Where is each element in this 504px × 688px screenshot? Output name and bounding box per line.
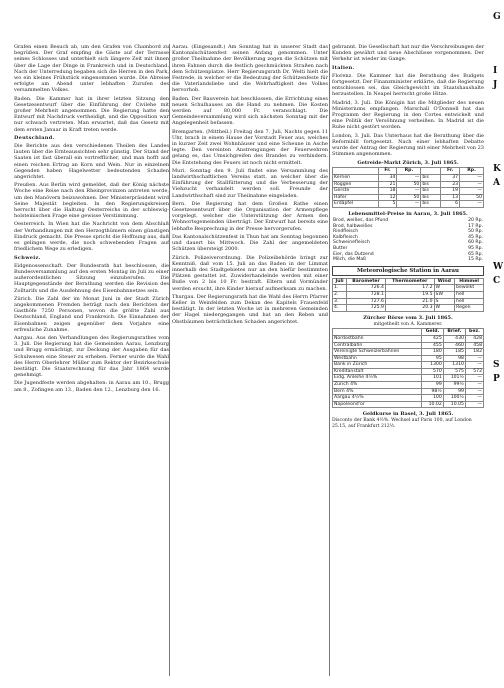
table-cell: Gerste [333,188,379,195]
table-cell: — [397,175,421,182]
table-cell: Schweinefleisch [333,240,370,246]
table-cell: 458 [465,342,483,349]
table-cell: Zürich 4% [333,382,422,389]
table-cell: 182 [465,349,483,356]
article-paragraph: Baden. Die Kammer hat in ihrer letzten Sitzung den Gesetzesentwurf über die Einführung der Civilehe mit großer Mehrheit angenommen. Die Regierung hatte den Entwurf mit Nachdruck vertheidigt, und die Opposition war nur schwach vertreten. Man erwartet, daß das Gesetz mit dem ersten Januar in Kraft treten werde. [14,95,169,133]
table-cell: Bern 4% [333,388,422,395]
table-cell: 34 [378,175,397,182]
section-heading: Deutschland. [14,134,55,141]
table-cell: 455 [422,342,444,349]
article-paragraph: Eidgenossenschaft. Der Bundesrath hat beschlossen, die Bundesversammlung auf den ersten Montag im Juli zu einer außerordentlichen Sitzung einzuberufen. Die Hauptgegenstände der Berathung werden die Revision des Zolltarifs und die Ausdehnung des Eisenbahnnetzes sein. [14,262,169,294]
table-cell: W [434,305,455,312]
table-cell: — [465,355,483,362]
table-cell: 428 [465,335,483,342]
table-cell: 726.4 [347,285,386,292]
edge-letter: P [493,374,500,384]
table-cell: 6 [441,201,460,208]
table-cell: 19.5 [385,291,434,298]
note-title: Geldkurse in Basel, 3. Juli 1865. [362,411,454,418]
table-row [333,382,484,389]
table-cell: 60 Rp. [468,240,483,246]
market-header: Rp. [460,168,484,175]
table-cell: 50 Rp. [468,229,483,235]
table-row [333,368,484,375]
table-cell: bis [421,188,441,195]
table-cell: Vereinigte Schweizerbahnen [333,349,422,356]
table-cell: Erdäpfel [333,201,379,208]
weather-header: Thermometer [385,278,434,285]
table-cell: — [460,201,484,208]
article-paragraph: Grafen einen Besuch ab, um den Grafen von Chambord zu begrüßen. Der Graf empfing die Gäste auf der Terrasse seines Schlosses und unterhielt sich längere Zeit mit ihnen über die Lage der Dinge in Frankreich und in Deutschland. Nach der Unterredung begaben sich die Herren in den Park, wo ein kleines Frühstück eingenommen wurde. Die Abreise erfolgte am Abend unter lebhaften Zurufen des versammelten Volkes. [14,44,169,94]
table-cell: 13 [441,194,460,201]
market-table [332,167,484,208]
column-right [332,44,484,678]
table-cell: 98 [443,355,465,362]
table-cell: bis [421,194,441,201]
table-cell: 1310 [443,362,465,369]
table-cell: Kalbfleisch [333,234,358,240]
column-divider [169,44,170,676]
table-cell: 728.1 [347,291,386,298]
table-cell: 1300 [422,362,444,369]
column-divider [329,44,330,676]
table-cell: Brod, weißes, das Pfund [333,218,389,224]
table-row [333,194,484,201]
table-cell: Roggen [333,181,379,188]
table-cell: Westbahn [333,355,422,362]
article-paragraph: Die Jugendfeste werden abgehalten: in Aarau am 10., Brugg am 8., Zofingen am 13., Baden den 12., Lenzburg den 16. [14,380,169,393]
table-row [333,285,484,292]
lebensmittel-title: Lebensmittel-Preise in Aarau, 3. Juli 1865. [348,211,468,218]
weather-table [332,278,484,312]
market-title: Getreide-Markt Zürich, 3. Juli 1865. [357,160,459,167]
edge-letter: W [493,262,504,272]
table-cell: S [434,298,455,305]
table-cell: Regen [455,305,484,312]
column-left [14,44,169,678]
table-row [333,175,484,182]
edge-letter: J [493,80,498,90]
table-row [333,401,484,408]
table-cell: Kreditanstalt [333,368,422,375]
article-paragraph: Bern. Die Regierung hat dem Großen Rathe einen Gesetzesentwurf über die Organisation der Armenpflege vorgelegt, welcher die Unterstützung der Armen den Wohnortsgemeinden überträgt. Der Entwurf hat bereits eine lebhafte Besprechung in der Presse hervorgerufen. [172,200,328,232]
table-cell: Butter [333,245,348,251]
table-cell: 65 Rp. [468,251,483,257]
article-paragraph: Preußen. Aus Berlin wird gemeldet, daß der König nächste Woche eine Reise nach den Rheinprovinzen antreten werde, um den Manövern beizuwohnen. Der Ministerpräsident wird Seine Majestät begleiten. In den Regierungskreisen herrscht über die Haltung Oesterreichs in der schleswig-holsteinischen Frage eine gewisse Verstimmung. [14,182,169,220]
table-cell: 10.05 [443,401,465,408]
table-cell: 100 [422,395,444,402]
article-paragraph: Muri. Sonntag den 9. Juli findet eine Versammlung des landwirthschaftlichen Vereins statt, an welcher über die Einführung der Stallfütterung und die Verbesserung der Viehzucht verhandelt werden soll. Freunde der Landwirthschaft sind zur Theilnahme eingeladen. [172,167,328,199]
table-cell: — [397,201,421,208]
article-paragraph: Bremgarten. (Mittheil.) Freitag den 7. Juli, Nachts gegen 11 Uhr, brach in einem Hause der Vorstadt Feuer aus, welches in kurzer Zeit zwei Wohnhäuser und eine Scheune in Asche legte. Den vereinten Anstrengungen der Feuerwehren gelang es, das Umsichgreifen des Brandes zu verhindern. Die Entstehung des Feuers ist noch nicht ermittelt. [172,128,328,166]
table-cell: Bank in Zürich [333,362,422,369]
table-cell: 20 Rp. [468,218,483,224]
table-cell: 1. [333,285,347,292]
table-cell: 19 [441,188,460,195]
adjacent-page-edge [490,0,504,688]
table-row [333,362,484,369]
table-cell: — [397,188,421,195]
table-row [333,291,484,298]
table-cell: 101 [422,375,444,382]
article-paragraph: London, 3. Juli. Das Unterhaus hat die Berathung über die Reformbill fortgesetzt. Nach einer lebhaften Debatte wurde der Antrag der Regierung mit einer Mehrheit von 23 Stimmen angenommen. [332,132,484,158]
table-cell: SW [434,291,455,298]
market-header [333,168,379,175]
table-cell: Aargau 4½% [333,395,422,402]
table-row [333,375,484,382]
boerse-header: Brief. [443,329,465,336]
table-cell: bis [421,181,441,188]
article-paragraph: Florenz. Die Kammer hat die Berathung des Budgets fortgesetzt. Der Finanzminister erklärte, daß die Regierung entschlossen sei, das Gleichgewicht im Staatshaushalte herzustellen. In Neapel herrscht große Hitze. [332,72,484,98]
table-cell: 99½ [443,382,465,389]
table-cell: 23 [441,181,460,188]
edge-letter: C [493,276,501,286]
boerse-subtitle: mitgetheilt von A. Kammerer. [373,321,443,327]
table-cell: — [460,188,484,195]
table-cell: Napoleond'or [333,401,422,408]
article-paragraph: Die Berichte aus den verschiedenen Theilen des Landes lauten über die Ernteaussichten sehr günstig. Der Stand der Saaten ist fast überall ein vortrefflicher, und man hofft auf einen reichen Ertrag an Korn und Wein. Nur in einzelnen Gegenden haben Hagelwetter bedeutenden Schaden angerichtet. [14,143,169,181]
table-row [333,342,484,349]
article-paragraph: Thurgau. Der Regierungsrath hat die Wahl des Herrn Pfarrer Keller in Weinfelden zum Dekan des Kapitels Frauenfeld bestätigt. In der letzten Woche ist in mehreren Gemeinden der Hagel niedergegangen und hat an den Reben und Obstbäumen beträchtlichen Schaden angerichtet. [172,293,328,325]
market-header: Fr. [441,168,460,175]
table-cell: — [465,382,483,389]
table-row [333,201,484,208]
table-cell: hell [455,291,484,298]
table-cell: 18 [378,188,397,195]
article-paragraph: Oesterreich. In Wien hat die Nachricht von dem Abschluß der Verhandlungen mit den Herzogthümern einen günstigen Eindruck gemacht. Die Presse spricht die Hoffnung aus, daß es gelingen werde, die noch schwebenden Fragen auf friedlichem Wege zu erledigen. [14,221,169,253]
boerse-title: Zürcher Börse vom 3. Juli 1865. [363,314,453,321]
table-row [333,305,484,312]
boerse-header: bez. [465,329,483,336]
weather-title: Meteorologische Station in Aarau [332,266,484,276]
table-cell: 95 [422,355,444,362]
table-cell: bis [421,201,441,208]
table-cell: 17.2 [385,285,434,292]
table-cell: — [465,395,483,402]
table-cell: 570 [422,368,444,375]
table-cell: — [460,175,484,182]
edge-letter: A [493,178,500,188]
table-cell: 101½ [443,375,465,382]
table-cell: W [434,285,455,292]
article-paragraph: Zürich. Die Zahl der im Monat Juni in der Stadt Zürich angekommenen Fremden beträgt nach den Berichten der Gasthöfe 7250 Personen, wovon die größte Zahl aus Deutschland, England und Frankreich. Die Einnahmen der Eisenbahnen zeigen gegenüber dem Vorjahre eine erfreuliche Zunahme. [14,295,169,333]
table-cell: Rindfleisch [333,229,359,235]
table-cell: 50 [397,181,421,188]
note-text: Disconto der Bank 4½%. Wechsel auf Paris 100, auf London 25.15, auf Frankfurt 212½. [332,418,472,430]
edge-letter: I [493,66,498,76]
table-row [333,335,484,342]
table-cell: 98½ [422,388,444,395]
table-cell: 12 [378,194,397,201]
table-cell: 727.6 [347,298,386,305]
table-row [333,349,484,356]
table-cell: 3. [333,298,347,305]
table-cell: 99 [422,382,444,389]
market-header [421,168,441,175]
table-cell: Eidg. Anleihe 4½% [333,375,422,382]
boerse-header [333,329,422,336]
weather-header: Juli [333,278,347,285]
table-cell: 17 Rp. [468,223,483,229]
table-cell: 180 [422,349,444,356]
table-cell: 185 [443,349,465,356]
column-middle [172,44,328,678]
table-cell: — [465,375,483,382]
table-cell: Nordostbahn [333,335,422,342]
table-cell: — [465,362,483,369]
edge-letter: G [493,12,501,22]
section-heading: Italien. [332,64,355,71]
table-cell: 21.0 [385,298,434,305]
article-paragraph: gebrannt. Die Gesellschaft hat nur die Verschreibungen der Kunden gewährt und neue Abschlüsse vorgenommen. Der Verkehr ist wieder im Gange. [332,44,484,63]
table-cell: 50 [397,194,421,201]
table-cell: 10.02 [422,401,444,408]
table-cell: Eier, das Dutzend [333,251,374,257]
table-cell: Kernen [333,175,379,182]
table-cell: 15 Rp. [468,257,483,263]
table-cell: 725.9 [347,305,386,312]
table-row [332,257,484,263]
table-cell: 4. [333,305,347,312]
table-row [333,188,484,195]
edge-letter: K [493,164,501,174]
table-cell: 45 Rp. [468,234,483,240]
table-cell: 37 [441,175,460,182]
table-cell: — [460,181,484,188]
table-row [333,181,484,188]
boerse-table [332,328,484,408]
article-paragraph: Madrid, 3. Juli. Die Königin hat die Mitglieder des neuen Ministeriums empfangen. Marschall O'Donnell hat das Programm der Regierung in den Cortes entwickelt und eine Politik der Versöhnung verheißen. In Madrid ist die Ruhe nicht gestört worden. [332,99,484,131]
lebensmittel-table [332,218,484,263]
table-cell: Milch, die Maß [333,257,367,263]
article-paragraph: Aarau. (Eingesandt.) Am Sonntag hat in unserer Stadt das Kantonalschützenfest seinen Anfang genommen. Unter großer Theilnahme der Bevölkerung zogen die Schützen mit ihren Fahnen durch die festlich geschmückten Straßen nach dem Schützenplatze. Herr Regierungsrath Dr. Welti hielt die Festrede, in welcher er die Bedeutung der Schützenfeste für die Vaterlandsliebe und die Wehrhaftigkeit des Volkes hervorhob. [172,44,328,94]
table-cell: 430 [443,335,465,342]
table-row [333,395,484,402]
table-cell: 575 [443,368,465,375]
table-cell: 572 [465,368,483,375]
market-header: Fr. [378,168,397,175]
table-row [333,388,484,395]
table-cell: 21 [378,181,397,188]
table-cell: 460 [443,342,465,349]
table-cell: hell [455,298,484,305]
table-cell: 425 [422,335,444,342]
table-row [333,298,484,305]
table-cell: — [465,388,483,395]
article-paragraph: Das Kantonalschützenfest in Thun hat am Sonntag begonnen und dauert bis Mittwoch. Die Zahl der angemeldeten Schützen übersteigt 2000. [172,233,328,253]
article-paragraph: Zürich. Polizeiverordnung. Die Polizeibehörde bringt zur Kenntniß, daß vom 15. Juli an das Baden in der Limmat innerhalb des Stadtgebietes nur an den hiefür bestimmten Plätzen gestattet ist. Zuwiderhandelnde werden mit einer Buße von 2 bis 10 Fr. bestraft. Eltern und Vormünder werden ersucht, ihre Kinder hierauf aufmerksam zu machen. [172,254,328,292]
table-cell: 100½ [443,395,465,402]
boerse-header: Geld. [422,329,444,336]
article-paragraph: Baden. Der Bauverein hat beschlossen, die Errichtung eines neuen Schulhauses an die Hand zu nehmen. Die Kosten werden auf 80,000 Fr. veranschlagt. Die Gemeindeversammlung wird sich nächsten Sonntag mit der Angelegenheit befassen. [172,95,328,127]
table-cell: Hafer [333,194,379,201]
table-row [333,355,484,362]
table-cell: bewölkt [455,285,484,292]
weather-header: Himmel [455,278,484,285]
table-cell: 20.3 [385,305,434,312]
table-cell: 99 [443,388,465,395]
table-cell: 2. [333,291,347,298]
article-paragraph: Aargau. Aus den Verhandlungen des Regierungsrathes vom 3. Juli. Die Regierung hat die Gemeinden Aarau, Lenzburg und Brugg ermächtigt, zur Deckung der Ausgaben für das Schulwesen eine Steuer zu erheben. Ferner wurde die Wahl des Herrn Oberlehrer Müller zum Rektor der Bezirksschule bestätigt. Die Staatsrechnung für das Jahr 1864 wurde genehmigt. [14,334,169,379]
weather-header: Wind [434,278,455,285]
table-cell: Centralbahn [333,342,422,349]
table-cell: Brod, halbweißes [333,223,373,229]
market-header: Rp. [397,168,421,175]
table-cell: 50 [460,194,484,201]
section-heading: Schweiz. [14,254,41,261]
table-cell: — [465,401,483,408]
table-cell: 95 Rp. [468,245,483,251]
table-cell: 5 [378,201,397,208]
edge-letter: S [493,360,500,370]
weather-header: Barometer [347,278,386,285]
table-cell: bis [421,175,441,182]
